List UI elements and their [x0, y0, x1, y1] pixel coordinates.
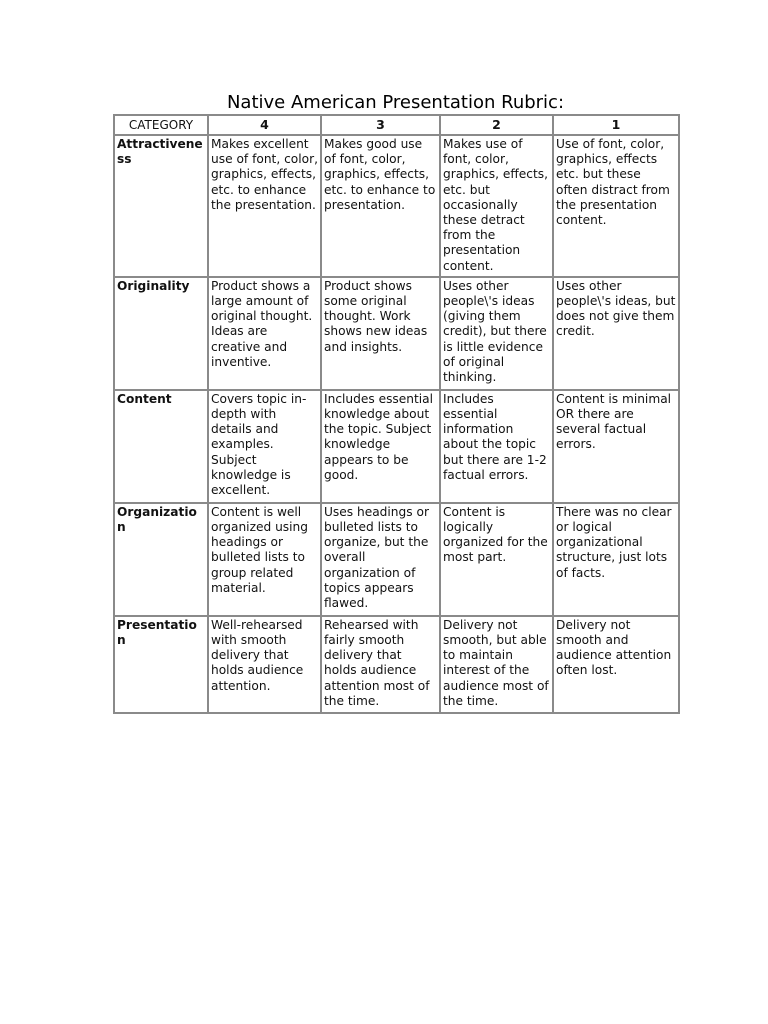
page-title: Native American Presentation Rubric:: [226, 92, 565, 113]
level-1-header: 1: [553, 115, 679, 135]
criteria-cell: Well-rehearsed with smooth delivery that holds audience attention.: [208, 616, 321, 713]
level-3-header: 3: [321, 115, 440, 135]
criteria-cell: Content is logically organized for the most part.: [440, 503, 553, 616]
table-header-row: [114, 115, 679, 135]
table-row: [114, 390, 679, 503]
level-4-header: 4: [208, 115, 321, 135]
criteria-cell: Makes use of font, color, graphics, effects, etc. but occasionally these detract from the presentation content.: [440, 135, 553, 277]
criteria-cell: Content is well organized using headings or bulleted lists to group related material.: [208, 503, 321, 616]
criteria-cell: Makes excellent use of font, color, graphics, effects, etc. to enhance the presentation.: [208, 135, 321, 277]
criteria-cell: Uses headings or bulleted lists to organize, but the overall organization of topics appears flawed.: [321, 503, 440, 616]
rubric-table: [113, 114, 680, 714]
criteria-cell: Delivery not smooth, but able to maintain interest of the audience most of the time.: [440, 616, 553, 713]
criteria-cell: Rehearsed with fairly smooth delivery that holds audience attention most of the time.: [321, 616, 440, 713]
criteria-cell: Delivery not smooth and audience attention often lost.: [553, 616, 679, 713]
category-cell: Organization: [114, 503, 208, 616]
level-2-header: 2: [440, 115, 553, 135]
criteria-cell: Product shows a large amount of original thought. Ideas are creative and inventive.: [208, 277, 321, 390]
table-row: [114, 616, 679, 713]
category-cell: Content: [114, 390, 208, 503]
criteria-cell: Uses other people\'s ideas (giving them credit), but there is little evidence of original thinking.: [440, 277, 553, 390]
criteria-cell: Uses other people\'s ideas, but does not give them credit.: [553, 277, 679, 390]
table-row: [114, 503, 679, 616]
table-row: [114, 277, 679, 390]
category-header: CATEGORY: [114, 115, 208, 135]
criteria-cell: Content is minimal OR there are several factual errors.: [553, 390, 679, 503]
criteria-cell: Includes essential information about the topic but there are 1-2 factual errors.: [440, 390, 553, 503]
criteria-cell: Makes good use of font, color, graphics, effects, etc. to enhance to presentation.: [321, 135, 440, 277]
table-row: [114, 135, 679, 277]
criteria-cell: Includes essential knowledge about the topic. Subject knowledge appears to be good.: [321, 390, 440, 503]
category-cell: Originality: [114, 277, 208, 390]
criteria-cell: Use of font, color, graphics, effects etc. but these often distract from the presentation content.: [553, 135, 679, 277]
category-cell: Presentation: [114, 616, 208, 713]
criteria-cell: Product shows some original thought. Work shows new ideas and insights.: [321, 277, 440, 390]
criteria-cell: Covers topic in-depth with details and examples. Subject knowledge is excellent.: [208, 390, 321, 503]
criteria-cell: There was no clear or logical organizational structure, just lots of facts.: [553, 503, 679, 616]
category-cell: Attractiveness: [114, 135, 208, 277]
